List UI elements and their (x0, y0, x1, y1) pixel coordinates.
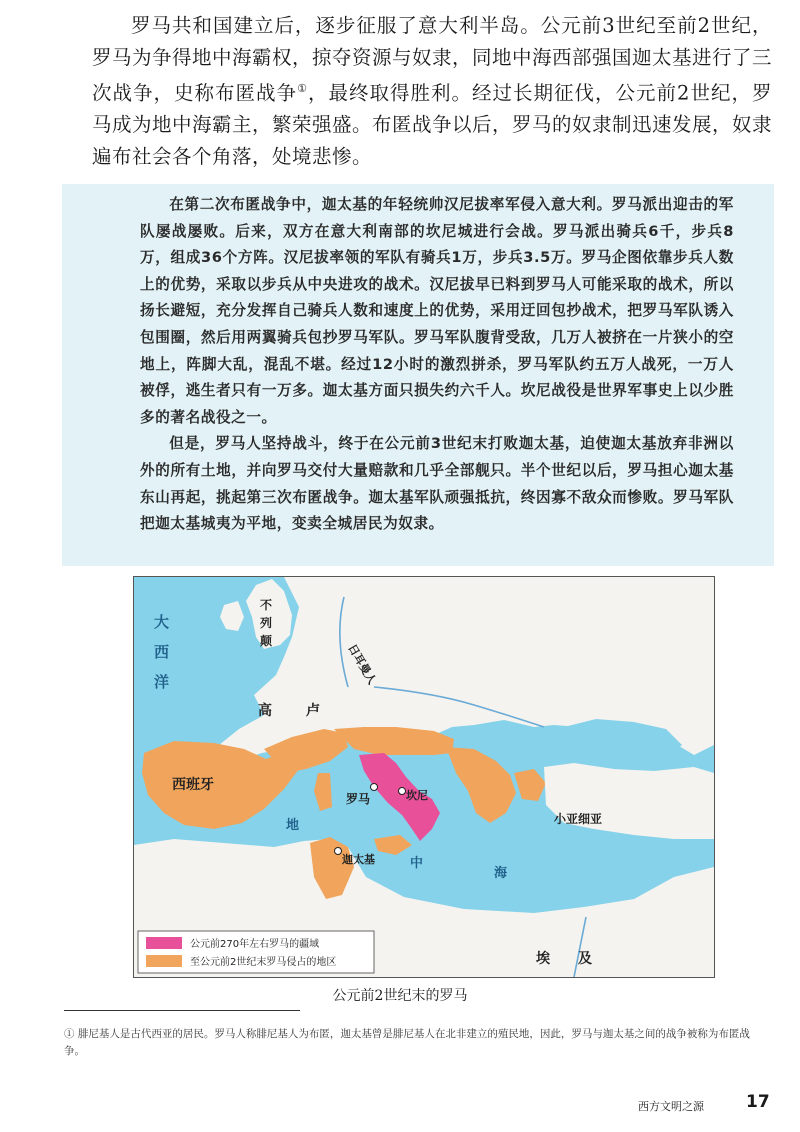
label-britain-3: 颠 (260, 634, 273, 648)
footnote: ① 腓尼基人是古代西亚的居民。罗马人称腓尼基人为布匿，迦太基曾是腓尼基人在北非建立的殖民地，因此，罗马与迦太基之间的战争被称为布匿战争。 (64, 1028, 750, 1057)
label-britain-2: 列 (260, 616, 273, 630)
legend-label-roman: 公元前270年左右罗马的疆域 (190, 939, 320, 950)
label-ocean-3: 洋 (154, 673, 170, 691)
intro-text: 罗马共和国建立后，逐步征服了意大利半岛。公元前3世纪至前2世纪，罗马为争得地中海霸权，掠夺资源与奴隶，同地中海西部强国迦太基进行了三次战争，史称布匿战争 (92, 14, 773, 105)
label-spain: 西班牙 (172, 777, 214, 793)
cannae-marker (399, 788, 406, 795)
label-asia-minor: 小亚细亚 (554, 812, 603, 826)
legend-swatch-conquered (146, 955, 182, 967)
label-sea-3: 海 (494, 866, 508, 881)
legend-label-conquered: 至公元前2世纪末罗马侵占的地区 (190, 957, 337, 968)
label-germans: 日耳曼人 (345, 642, 379, 687)
label-ocean-1: 大 (154, 613, 170, 631)
reading-box (62, 184, 774, 566)
map-svg (134, 577, 714, 977)
label-sea-1: 地 (286, 818, 300, 833)
label-cannae: 坎尼 (406, 789, 428, 802)
page-number: 17 (746, 1092, 770, 1112)
footnote-divider (64, 1010, 300, 1011)
label-egypt-2: 及 (578, 951, 592, 967)
footer-title: 西方文明之源 (638, 1100, 704, 1113)
label-egypt-1: 埃 (536, 951, 550, 967)
label-ocean-2: 西 (154, 643, 170, 661)
label-rome: 罗马 (346, 792, 371, 806)
intro-text-after: ，最终取得胜利。经过长期征伐，公元前2世纪，罗马成为地中海霸主，繁荣强盛。布匿战争以后，罗马的奴隶制迅速发展，奴隶遍布社会各个角落，处境悲惨。 (92, 81, 773, 168)
intro-paragraph (92, 10, 772, 172)
label-carthage: 迦太基 (342, 853, 375, 866)
map-legend (138, 931, 374, 973)
label-gaul-1: 高 (258, 703, 272, 719)
label-britain-1: 不 (260, 598, 273, 612)
label-sea-2: 中 (410, 856, 424, 871)
map-caption: 公元前2世纪末的罗马 (332, 988, 468, 1004)
legend-swatch-roman (146, 937, 182, 949)
footnote-marker[interactable]: ① (297, 82, 308, 95)
box-paragraph-1: 在第二次布匿战争中，迦太基的年轻统帅汉尼拔率军侵入意大利。罗马派出迎击的军队屡战屡败。后来，双方在意大利南部的坎尼城进行会战。罗马派出骑兵6千，步兵8万，组成36个方阵。汉尼拔率领的军队有骑兵1万，步兵3.5万。罗马企图依靠步兵人数上的优势，采取以步兵从中央进攻的战术。汉尼拔早已料到罗马人可能采取的战术，所以扬长避短，充分发挥自己骑兵人数和速度上的优势，采用迂回包抄战术，把罗马军队诱入包围圈，然后用两翼骑兵包抄罗马军队。罗马军队腹背受敌，几万人被挤在一片狭小的空地上，阵脚大乱，混乱不堪。经过12小时的激烈拼杀，罗马军队约五万人战死，一万人被俘，逃生者只有一万多。迦太基方面只损失约六千人。坎尼战役是世界军事史上以少胜多的著名战役之一。 (140, 196, 734, 426)
label-gaul-2: 卢 (306, 703, 320, 719)
rome-marker (371, 784, 378, 791)
historical-map (133, 576, 715, 978)
box-paragraph-2: 但是，罗马人坚持战斗，终于在公元前3世纪末打败迦太基，迫使迦太基放弃非洲以外的所有土地，并向罗马交付大量赔款和几乎全部舰只。半个世纪以后，罗马担心迦太基东山再起，挑起第三次布匿战争。迦太基军队顽强抵抗，终因寡不敌众而惨败。罗马军队把迦太基城夷为平地，变卖全城居民为奴隶。 (140, 435, 734, 533)
carthage-marker (335, 848, 342, 855)
